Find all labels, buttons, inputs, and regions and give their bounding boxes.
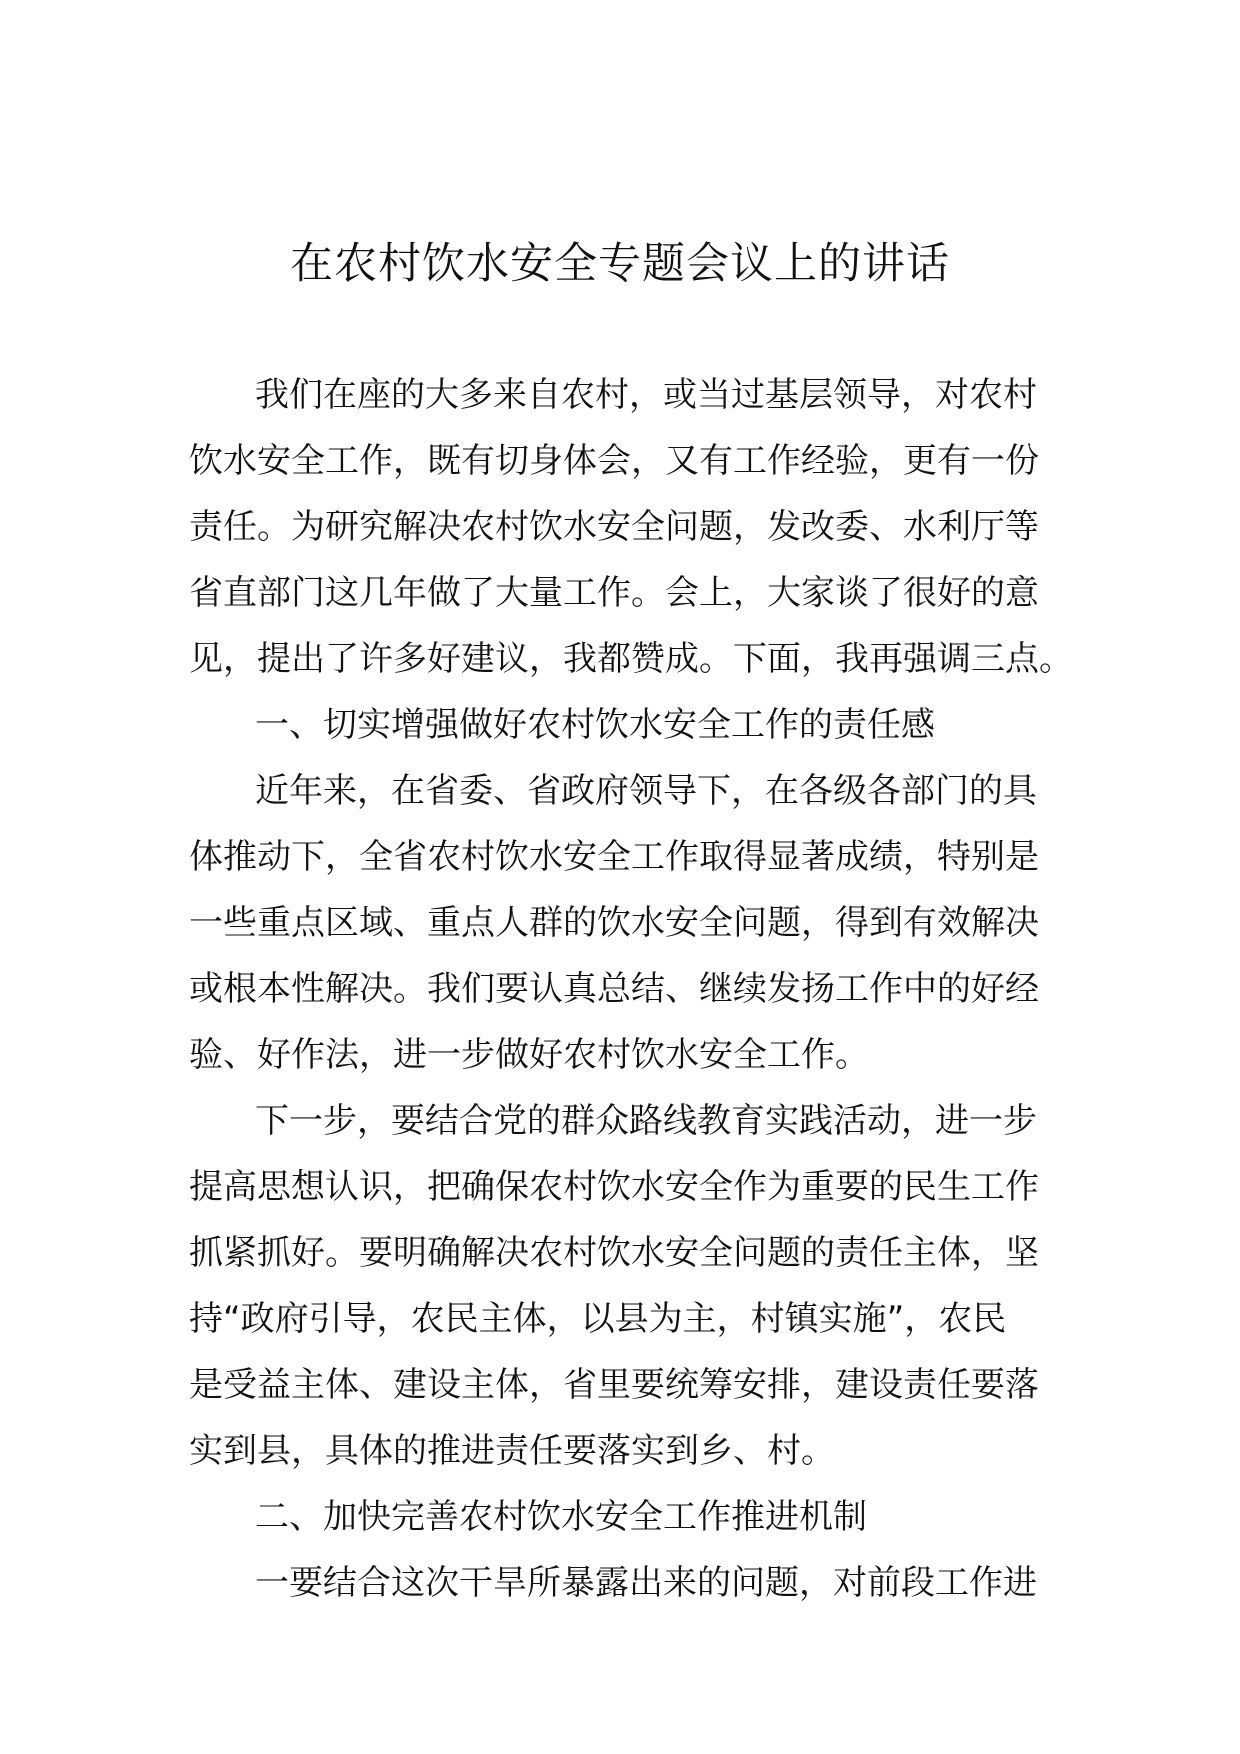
body-line: 或根本性解决。我们要认真总结、继续发扬工作中的好经: [189, 969, 1039, 1009]
body-line: 一要结合这次干旱所暴露出来的问题，对前段工作进: [255, 1563, 1037, 1603]
body-line: 持“政府引导，农民主体，以县为主，村镇实施”，农民: [189, 1299, 1007, 1339]
body-line: 省直部门这几年做了大量工作。会上，大家谈了很好的意: [189, 573, 1039, 613]
body-line: 饮水安全工作，既有切身体会，又有工作经验，更有一份: [189, 441, 1039, 481]
body-line: 是受益主体、建设主体，省里要统筹安排，建设责任要落: [189, 1365, 1039, 1405]
body-line: 近年来，在省委、省政府领导下，在各级各部门的具: [255, 771, 1037, 811]
body-line: 验、好作法，进一步做好农村饮水安全工作。: [189, 1035, 869, 1075]
body-line: 一、切实增强做好农村饮水安全工作的责任感: [255, 705, 935, 745]
body-line: 体推动下，全省农村饮水安全工作取得显著成绩，特别是: [189, 837, 1039, 877]
body-line: 抓紧抓好。要明确解决农村饮水安全问题的责任主体，坚: [189, 1233, 1039, 1273]
document-body: [189, 362, 1073, 1616]
body-line: 实到县，具体的推进责任要落实到乡、村。: [189, 1431, 835, 1471]
body-line: 提高思想认识，把确保农村饮水安全作为重要的民生工作: [189, 1167, 1039, 1207]
body-line: 我们在座的大多来自农村，或当过基层领导，对农村: [255, 375, 1037, 415]
body-line: 下一步，要结合党的群众路线教育实践活动，进一步: [255, 1101, 1037, 1141]
body-line: 二、加快完善农村饮水安全工作推进机制: [255, 1497, 867, 1537]
document-title: 在农村饮水安全专题会议上的讲话: [290, 239, 950, 289]
body-line: 一些重点区域、重点人群的饮水安全问题，得到有效解决: [189, 903, 1039, 943]
body-line: 责任。为研究解决农村饮水安全问题，发改委、水利厅等: [189, 507, 1039, 547]
body-line: 见，提出了许多好建议，我都赞成。下面，我再强调三点。: [189, 639, 1073, 679]
